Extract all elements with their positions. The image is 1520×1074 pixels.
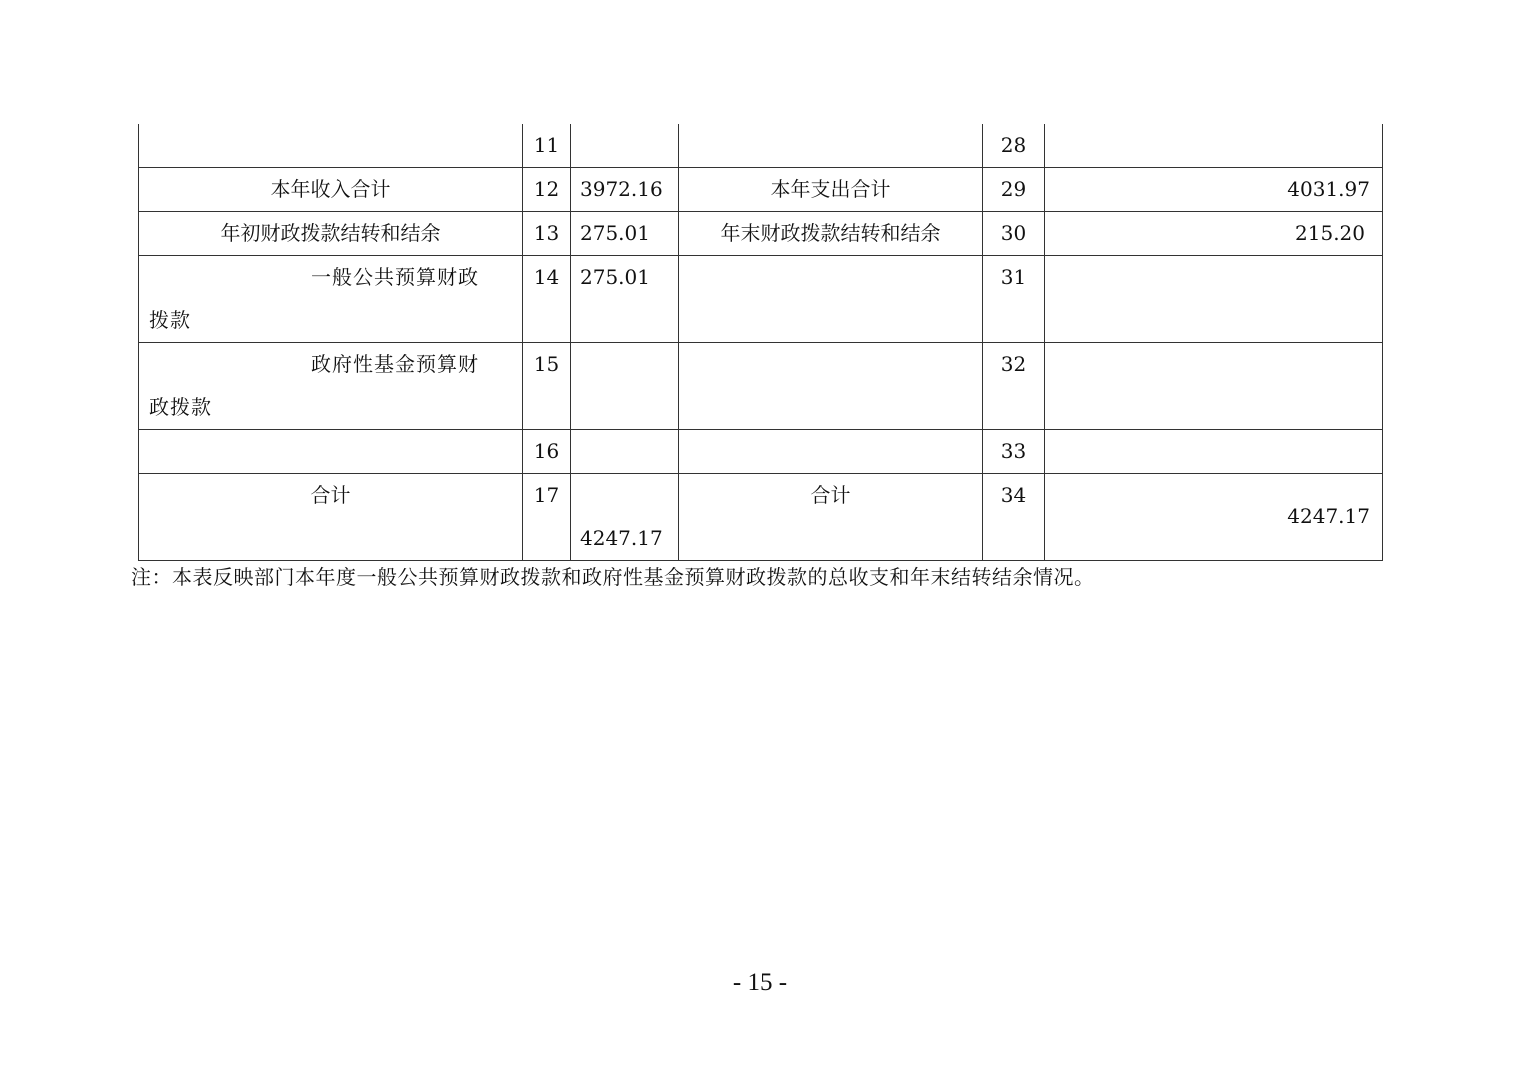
right-item-cell — [679, 256, 983, 343]
page-number: - 15 - — [732, 969, 788, 996]
table-row — [139, 430, 1383, 474]
left-item-cell: 本年收入合计 — [139, 168, 523, 212]
right-total-amount-cell — [1045, 474, 1383, 561]
right-amount-cell — [1045, 256, 1383, 343]
right-line-number: 32 — [983, 343, 1045, 430]
left-line-number: 12 — [523, 168, 571, 212]
left-line-number: 11 — [523, 124, 571, 168]
right-line-number: 30 — [983, 212, 1045, 256]
left-item-cell — [139, 124, 523, 168]
right-total-amount: 4247.17 — [1287, 504, 1370, 528]
right-amount-cell: 215.20 — [1045, 212, 1383, 256]
table-row — [139, 343, 1383, 430]
left-total-amount: 4247.17 — [580, 526, 663, 550]
left-line-number: 17 — [523, 474, 571, 561]
financial-table — [138, 124, 1383, 561]
left-amount-cell: 275.01 — [571, 212, 679, 256]
right-item-cell: 本年支出合计 — [679, 168, 983, 212]
left-item-cell: 政府性基金预算财政拨款 — [139, 343, 523, 430]
left-item-cell: 年初财政拨款结转和结余 — [139, 212, 523, 256]
right-amount-cell — [1045, 124, 1383, 168]
left-amount-cell — [571, 343, 679, 430]
right-line-number: 33 — [983, 430, 1045, 474]
right-item-cell: 年末财政拨款结转和结余 — [679, 212, 983, 256]
right-amount-cell — [1045, 343, 1383, 430]
right-item-cell — [679, 343, 983, 430]
table-row — [139, 124, 1383, 168]
table-row-total — [139, 474, 1383, 561]
left-total-amount-cell — [571, 474, 679, 561]
left-item-cell: 一般公共预算财政拨款 — [139, 256, 523, 343]
left-amount-cell — [571, 430, 679, 474]
right-line-number: 28 — [983, 124, 1045, 168]
left-item-cell — [139, 430, 523, 474]
table-row — [139, 212, 1383, 256]
right-line-number: 31 — [983, 256, 1045, 343]
right-amount-cell — [1045, 430, 1383, 474]
left-line-number: 15 — [523, 343, 571, 430]
table-footnote: 注：本表反映部门本年度一般公共预算财政拨款和政府性基金预算财政拨款的总收支和年末结转结余情况。 — [131, 565, 1095, 589]
left-amount-cell: 3972.16 — [571, 168, 679, 212]
right-item-cell — [679, 430, 983, 474]
table-row — [139, 168, 1383, 212]
left-line-number: 14 — [523, 256, 571, 343]
left-amount-cell — [571, 124, 679, 168]
right-amount-cell: 4031.97 — [1045, 168, 1383, 212]
left-total-label: 合计 — [139, 474, 523, 561]
left-line-number: 13 — [523, 212, 571, 256]
right-item-cell — [679, 124, 983, 168]
right-total-label: 合计 — [679, 474, 983, 561]
left-amount-cell: 275.01 — [571, 256, 679, 343]
table-row — [139, 256, 1383, 343]
right-line-number: 34 — [983, 474, 1045, 561]
right-line-number: 29 — [983, 168, 1045, 212]
left-line-number: 16 — [523, 430, 571, 474]
